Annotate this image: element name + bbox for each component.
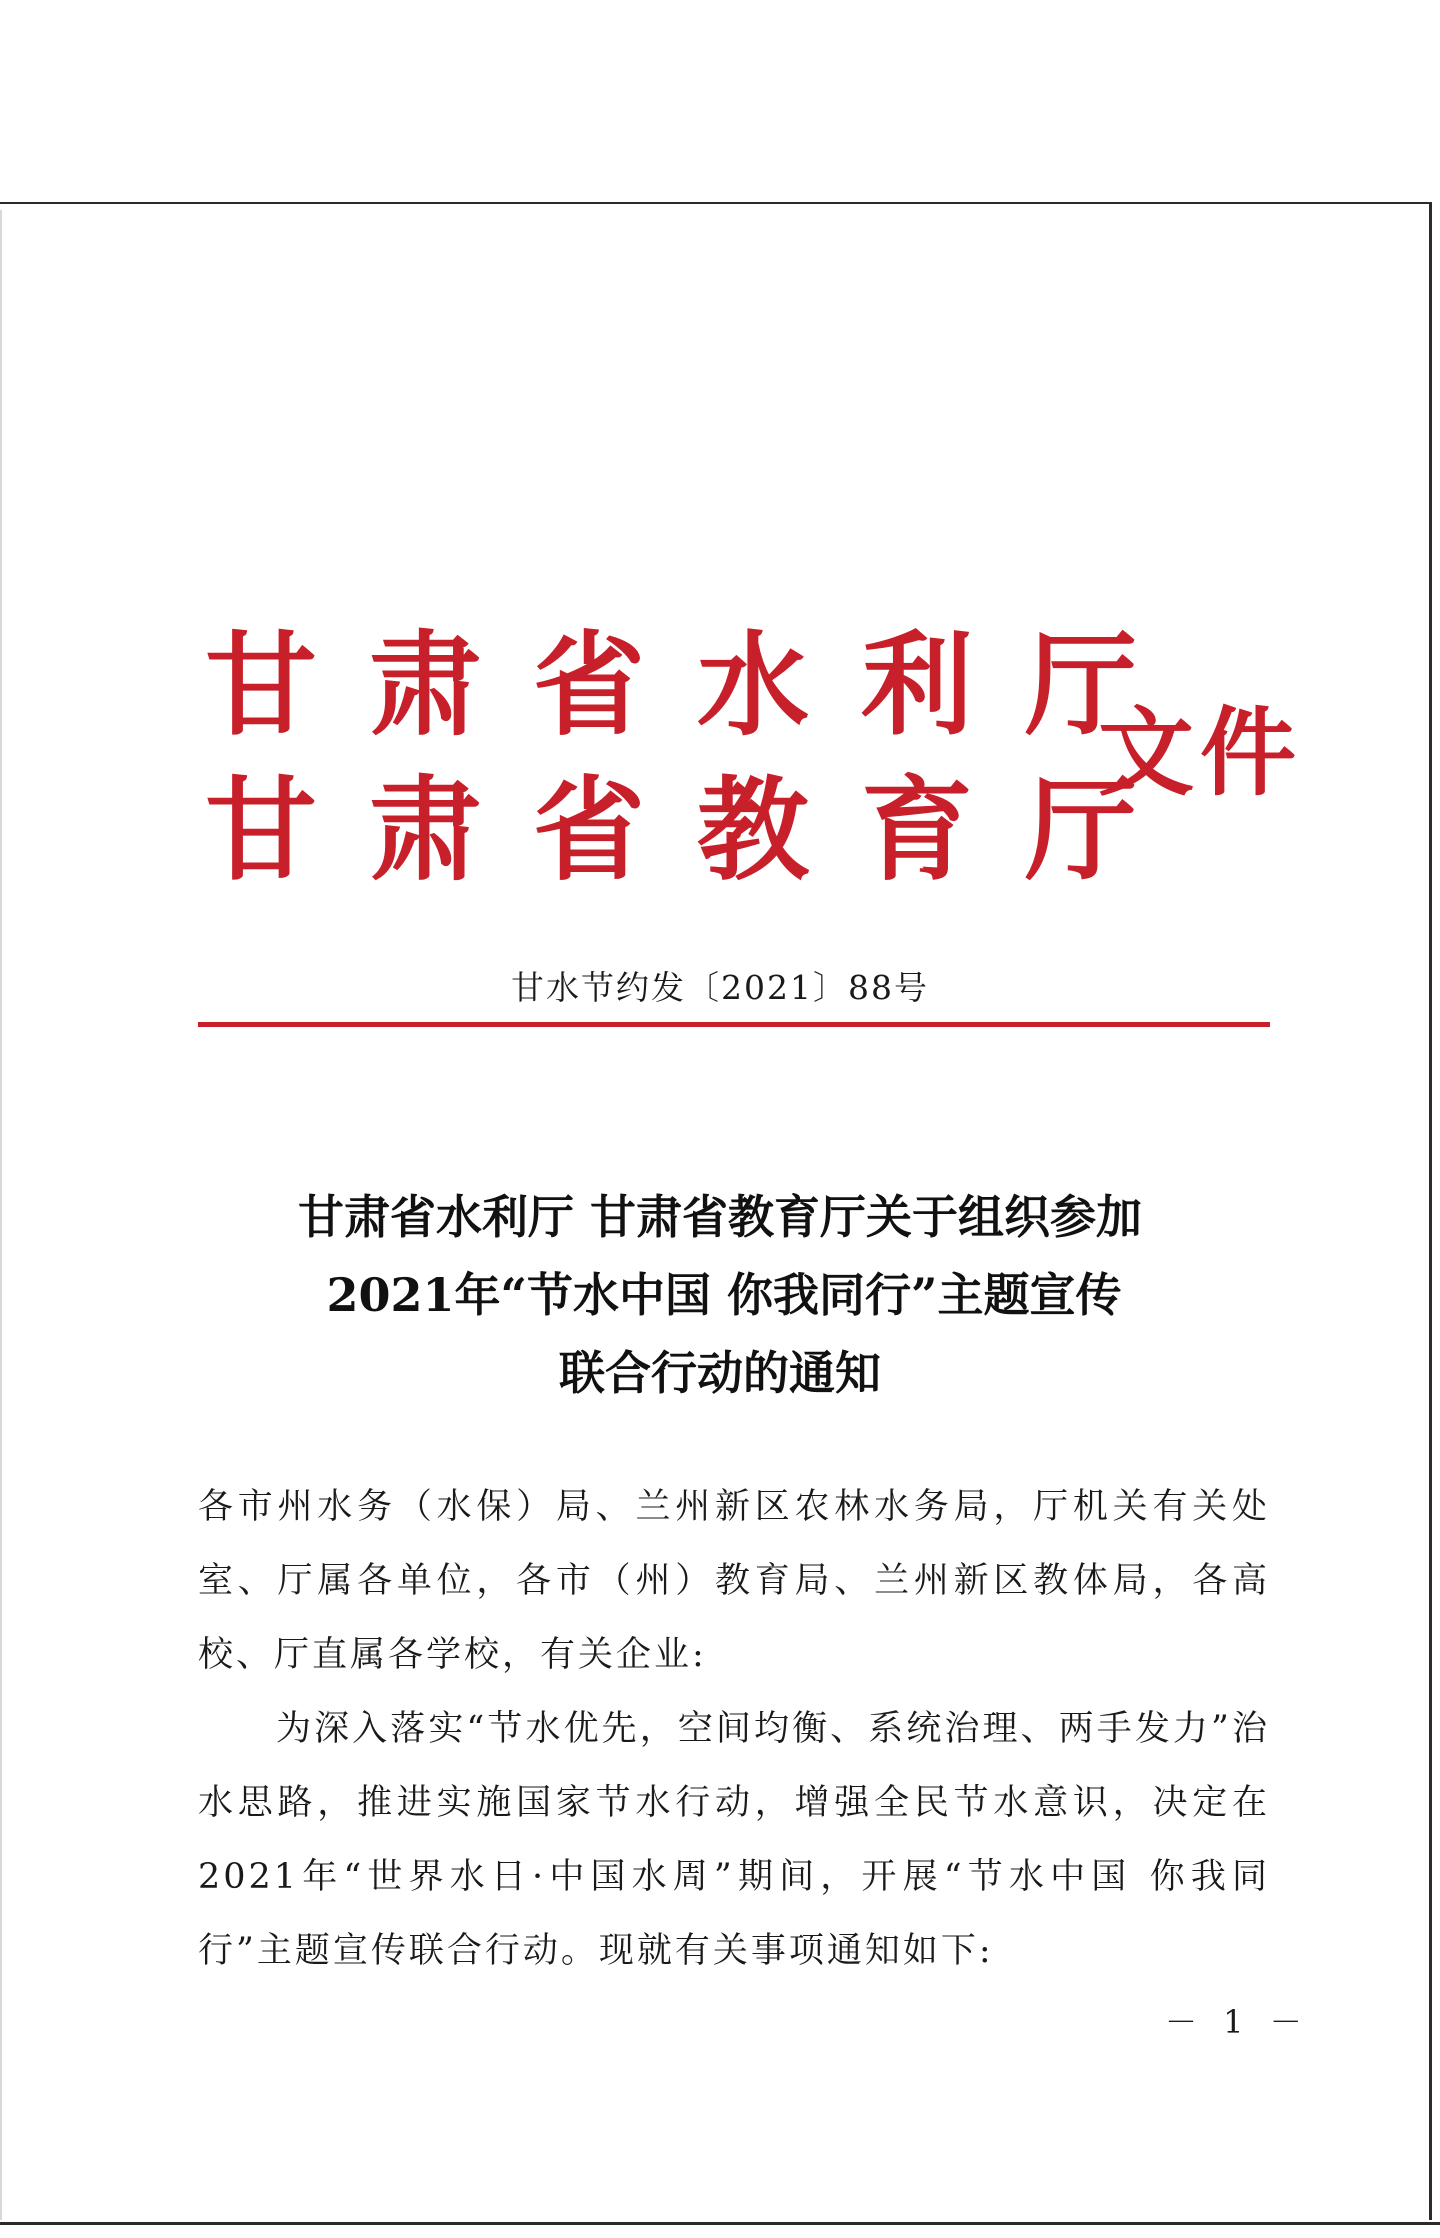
document-body <box>198 1470 1270 1988</box>
document-title <box>0 1178 1440 1412</box>
title-line-1: 甘肃省水利厅 甘肃省教育厅关于组织参加 <box>297 1190 1142 1244</box>
scan-top-edge <box>0 202 1430 204</box>
title-line-3: 联合行动的通知 <box>559 1346 881 1400</box>
intro-paragraph: 为深入落实“节水优先，空间均衡、系统治理、两手发力”治水思路，推进实施国家节水行动，增强全民节水意识，决定在2021年“世界水日·中国水周”期间，开展“节水中国 你我同行”主题宣传联合行动。现就有关事项通知如下: <box>198 1709 1270 1971</box>
addressees-paragraph: 各市州水务（水保）局、兰州新区农林水务局，厅机关有关处室、厅属各单位，各市（州）教育局、兰州新区教体局，各高校、厅直属各学校，有关企业: <box>198 1487 1270 1675</box>
header-agency-water: 甘肃省水利厅 <box>205 620 1189 751</box>
scan-bottom-edge <box>0 2222 1440 2225</box>
red-separator-rule <box>198 1022 1270 1027</box>
title-line-2: 2021年“节水中国 你我同行”主题宣传 <box>326 1268 1122 1322</box>
header-document-suffix: 文件 <box>1098 696 1302 809</box>
page-number: － 1 － <box>1165 2003 1310 2041</box>
header-agency-education: 甘肃省教育厅 <box>205 765 1189 896</box>
document-number: 甘水节约发〔2021〕88号 <box>511 968 929 1007</box>
